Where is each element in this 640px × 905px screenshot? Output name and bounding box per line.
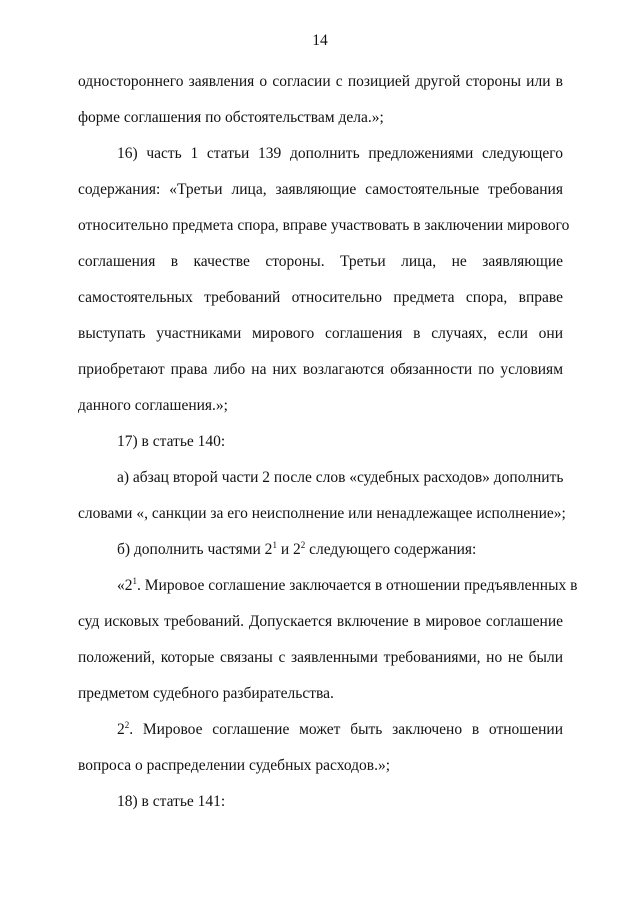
text-line: словами «, санкции за его неисполнение или ненадлежащее исполнение»; [78,505,566,522]
text-line: относительно предмета спора, вправе участвовать в заключении мирового [78,217,570,234]
text-fragment: б) дополнить частями 2 [117,541,273,558]
text-line: предметом судебного разбирательства. [78,685,334,702]
text-line: форме соглашения по обстоятельствам дела.»; [78,109,384,126]
text-line: одностороннего заявления о согласии с позицией другой стороны или в [78,73,563,90]
text-line: соглашения в качестве стороны. Третьи лица, не заявляющие [78,253,563,270]
text-fragment: и 2 [276,541,301,558]
text-line: положений, которые связаны с заявленными требованиями, но не были [78,649,563,666]
text-line: данного соглашения.»; [78,397,228,414]
text-fragment: . Мировое соглашение заключается в отношении предъявленных в [137,577,578,594]
text-line: вопроса о распределении судебных расходов.»; [78,757,391,774]
page-number: 14 [312,32,328,49]
text-line: приобретают права либо на них возлагаются обязанности по условиям [78,361,563,378]
superscript: 2 [124,720,130,730]
paragraph-2-1-start [78,568,578,604]
document-body [78,64,578,820]
text-fragment: следующего содержания: [305,541,477,558]
paragraph-2-2-start [78,712,563,748]
text-line: суд исковых требований. Допускается включение в мировое соглашение [78,613,563,630]
superscript: 1 [272,540,277,550]
paragraph-17a-start: а) абзац второй части 2 после слов «судебных расходов» дополнить [117,469,564,486]
text-line: самостоятельных требований относительно предмета спора, вправе [78,289,563,306]
text-line: содержания: «Третьи лица, заявляющие самостоятельные требования [78,181,563,198]
text-fragment: . Мировое соглашение может быть заключено в отношении [129,721,563,738]
superscript: 1 [132,576,137,586]
superscript: 2 [300,540,306,550]
paragraph-17-start: 17) в статье 140: [117,433,226,450]
paragraph-16-start: 16) часть 1 статьи 139 дополнить предложениями следующего [117,145,563,162]
paragraph-18-start: 18) в статье 141: [117,793,226,810]
text-fragment: 2 [117,721,125,738]
text-fragment: «2 [117,577,133,594]
paragraph-17b-start [78,532,563,568]
text-line: выступать участниками мирового соглашения в случаях, если они [78,325,563,342]
